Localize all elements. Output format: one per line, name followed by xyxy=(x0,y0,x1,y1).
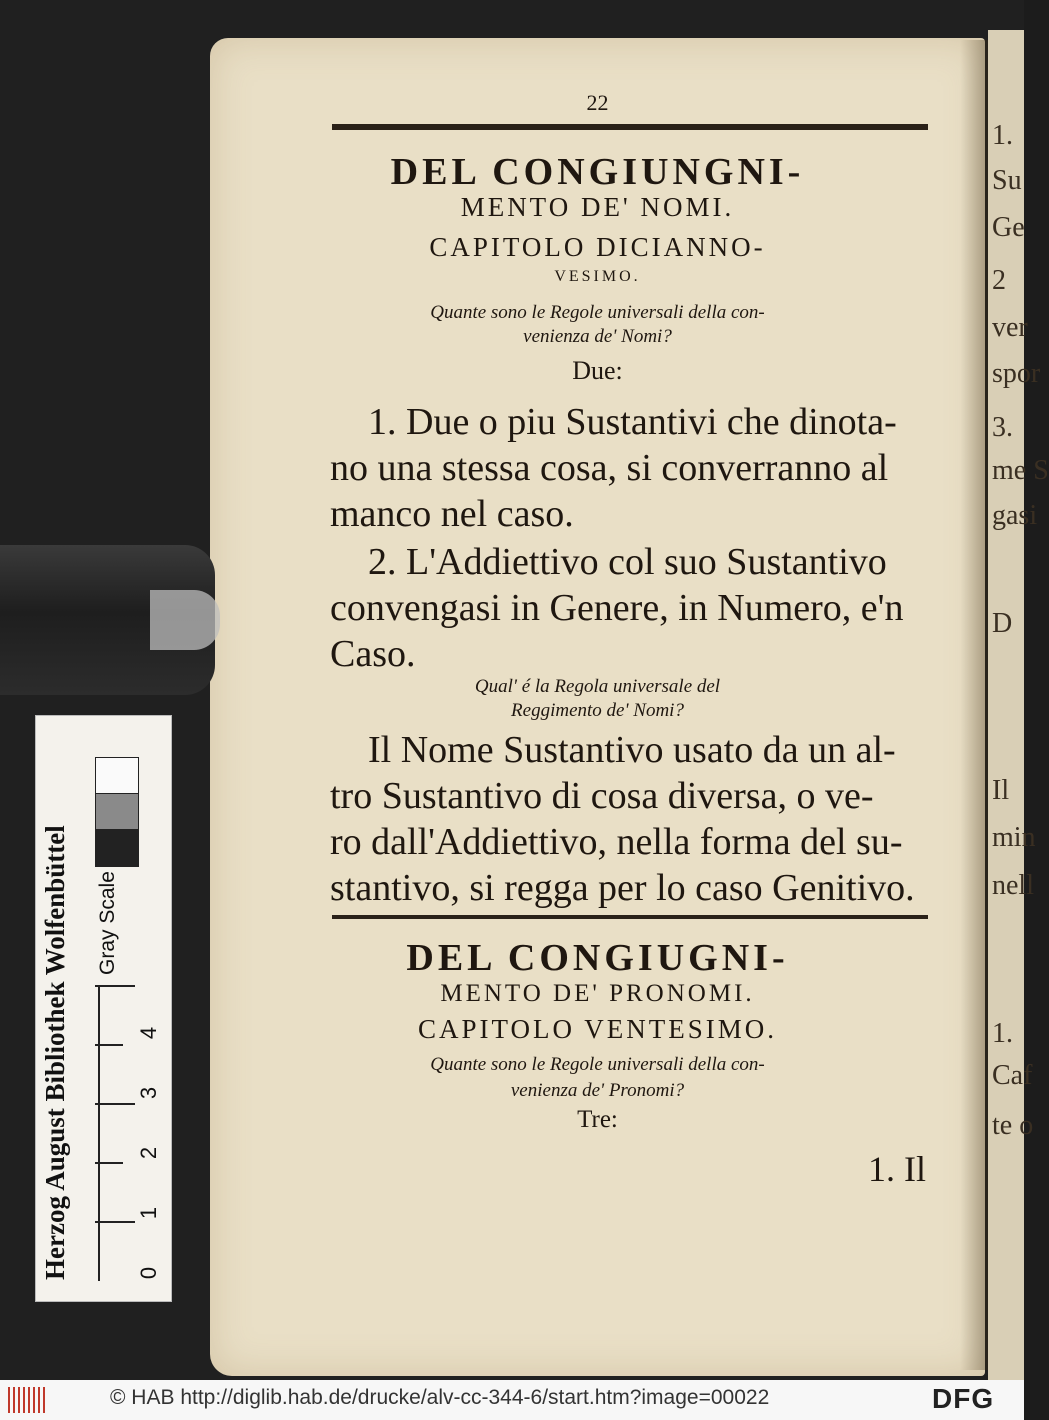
question-line-2: Reggimento de' Nomi? xyxy=(511,700,684,721)
body-line: 2. L'Addiettivo col suo Sustantivo xyxy=(368,541,887,583)
section-heading-line-2: MENTO DE' NOMI. xyxy=(460,192,735,222)
next-page-fragment: Il xyxy=(992,775,1010,806)
section-heading: DEL CONGIUGNI- xyxy=(406,937,789,979)
body-line: stantivo, si regga per lo caso Genitivo. xyxy=(330,867,915,909)
barcode-icon xyxy=(8,1387,48,1413)
body-line: Il Nome Sustantivo usato da un al- xyxy=(368,729,896,771)
next-page-fragment: ver xyxy=(992,312,1028,343)
ruler-institution-label: Herzog August Bibliothek Wolfenbüttel xyxy=(40,825,70,1280)
next-page-fragment: nell xyxy=(992,870,1034,901)
body-line: no una stessa cosa, si converranno al xyxy=(330,447,889,489)
catchword: 1. Il xyxy=(868,1149,926,1189)
question: Quante sono le Regole universali della con- xyxy=(430,1054,765,1075)
top-rule xyxy=(332,124,928,130)
next-page-fragment: Ge xyxy=(992,212,1025,243)
next-page-fragment: D xyxy=(992,608,1013,639)
question: Qual' é la Regola universale del xyxy=(474,676,721,697)
body-line: Caso. xyxy=(330,633,416,675)
section-heading-line-2: MENTO DE' PRONOMI. xyxy=(440,980,755,1007)
next-page-fragment: Caf xyxy=(992,1060,1033,1091)
answer-label: Due: xyxy=(572,356,623,385)
gray-scale-label: Gray Scale xyxy=(96,871,119,975)
page-number: 22 xyxy=(586,90,609,115)
chapter-title: CAPITOLO DICIANNO- xyxy=(429,232,766,262)
ruler-number: 1 xyxy=(136,1206,162,1220)
body-line: 1. Due o piu Sustantivi che dinota- xyxy=(368,401,897,443)
gray-swatch-mid xyxy=(95,793,139,831)
chapter-title-line-2: VESIMO. xyxy=(554,268,641,285)
gray-swatch-white xyxy=(95,757,139,795)
next-page-fragment: me S xyxy=(992,455,1049,486)
question: Quante sono le Regole universali della con- xyxy=(430,302,765,323)
ruler-tick xyxy=(95,985,135,987)
body-line: convengasi in Genere, in Numero, e'n xyxy=(330,587,904,629)
ruler-number: 3 xyxy=(136,1086,162,1100)
section-rule xyxy=(332,915,928,919)
answer-label: Tre: xyxy=(577,1106,618,1133)
gray-swatch-black xyxy=(95,829,139,867)
ruler-spine xyxy=(98,985,100,1281)
question-line-2: venienza de' Nomi? xyxy=(523,326,672,347)
next-page-fragment: 1. xyxy=(992,1018,1013,1049)
next-page-fragment: 2 xyxy=(992,265,1006,296)
ruler-number: 2 xyxy=(136,1146,162,1160)
ruler-tick xyxy=(95,1221,135,1223)
copyright-link[interactable]: © HAB http://diglib.hab.de/drucke/alv-cc-344-6/start.htm?image=00022 xyxy=(110,1386,770,1409)
next-page-fragment: gasi xyxy=(992,500,1038,531)
next-page-fragment: te o xyxy=(992,1110,1034,1141)
next-page-fragment: spor xyxy=(992,358,1041,389)
chapter-title: CAPITOLO VENTESIMO. xyxy=(417,1014,777,1044)
ruler-number: 4 xyxy=(136,1026,162,1040)
next-page-fragment: 1. xyxy=(992,120,1013,151)
book-clamp-tip xyxy=(150,590,220,650)
body-line: ro dall'Addiettivo, nella forma del su- xyxy=(330,821,903,863)
next-page-fragment: 3. xyxy=(992,412,1013,443)
ruler-tick xyxy=(95,1103,135,1105)
next-page-fragment: min xyxy=(992,822,1036,853)
next-page-fragment: Su xyxy=(992,165,1022,196)
ruler-number: 0 xyxy=(136,1266,162,1280)
question-line-2: venienza de' Pronomi? xyxy=(510,1080,685,1101)
dfg-logo: DFG xyxy=(932,1383,995,1414)
section-heading: DEL CONGIUNGNI- xyxy=(390,151,805,193)
body-line: tro Sustantivo di cosa diversa, o ve- xyxy=(330,775,874,817)
body-line: manco nel caso. xyxy=(330,493,574,535)
